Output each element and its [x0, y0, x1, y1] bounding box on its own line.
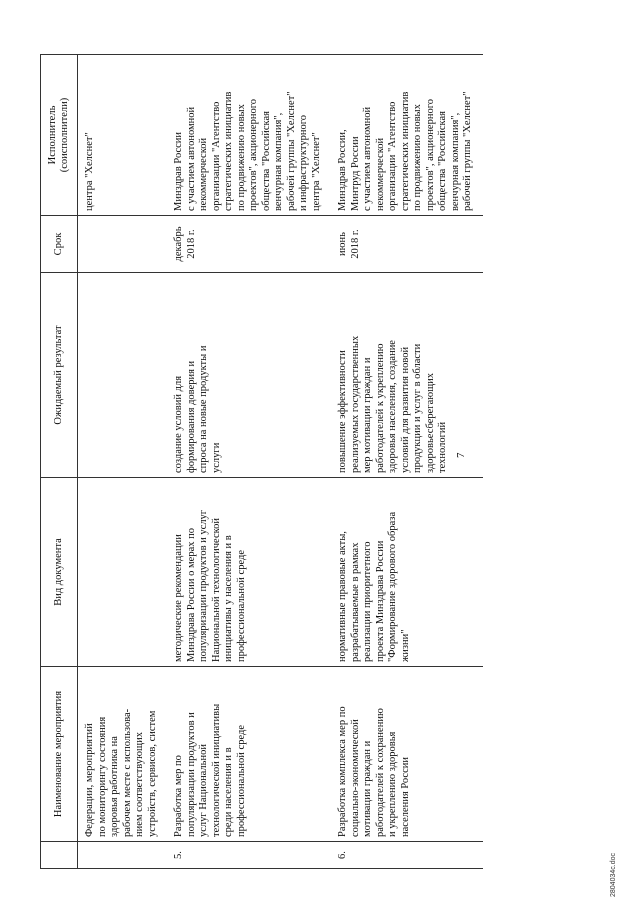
- row-term: июнь 2018 г.: [331, 216, 483, 273]
- row-result: повышение эффективности реализуемых государственных мер мотивации граждан и работодателей к укреплению здоровья населения, создание условий для развития новой продукции и услуг в области здоровьесберегающих технологий: [331, 273, 483, 478]
- row-number: 5.: [167, 842, 331, 869]
- row-name: Разработка комплекса мер по социально-экономической мотивации граждан и работодателей к сохранению и укреплению здоровья населения России: [331, 667, 483, 842]
- page-number: 7: [455, 452, 467, 458]
- header-number: [41, 842, 78, 869]
- table-row: [167, 55, 331, 869]
- document-footer: 2804034c.doc: [610, 853, 617, 897]
- row-term: декабрь 2018 г.: [167, 216, 331, 273]
- header-name: Наименование мероприятия: [41, 667, 78, 842]
- row-number: [78, 842, 168, 869]
- header-term: Срок: [41, 216, 78, 273]
- row-name: Разработка мер по популяризации продуктов и услуг Национальной технологической инициативы среди населения и в профессиональной среде: [167, 667, 331, 842]
- row-name: Федерации, мероприятий по мониторингу состояния здоровья работника на рабочем месте с использова- нием соответствующих устройств, сервисов, систем: [78, 667, 168, 842]
- header-result: Ожидаемый результат: [41, 273, 78, 478]
- row-result: создание условий для формирования доверия и спроса на новые продукты и услуги: [167, 273, 331, 478]
- row-term: [78, 216, 168, 273]
- row-executor: центра "Хелснет": [78, 55, 168, 216]
- row-result: [78, 273, 168, 478]
- row-document: [78, 478, 168, 667]
- row-number: 6.: [331, 842, 483, 869]
- header-executor: Исполнитель (соисполнители): [41, 55, 78, 216]
- row-executor: Минздрав России с участием автономной некоммерческой организации "Агентство стратегических инициатив по продвижению новых проектов", акционерного общества "Российская венчурная компания", рабочей группы "Хелснет" и инфраструктурного центра "Хелснет": [167, 55, 331, 216]
- table-row: [331, 55, 483, 869]
- row-document: методические рекомендации Минздрава России о мерах по популяризации продуктов и услуг Национальной технологической инициативы у населения и в профессиональной среде: [167, 478, 331, 667]
- measures-table: [40, 54, 483, 869]
- table-header-row: [41, 55, 78, 869]
- row-executor: Минздрав России, Минтруд России с участием автономной некоммерческой организации "Агентство стратегических инициатив по продвижению новых проектов", акционерного общества "Российская венчурная компания", рабочей группы "Хелснет": [331, 55, 483, 216]
- header-document: Вид документа: [41, 478, 78, 667]
- table-row: [78, 55, 168, 869]
- row-document: нормативные правовые акты, разрабатываемые в рамках реализации приоритетного проекта Минздрава России "Формирование здорового образа жизни": [331, 478, 483, 667]
